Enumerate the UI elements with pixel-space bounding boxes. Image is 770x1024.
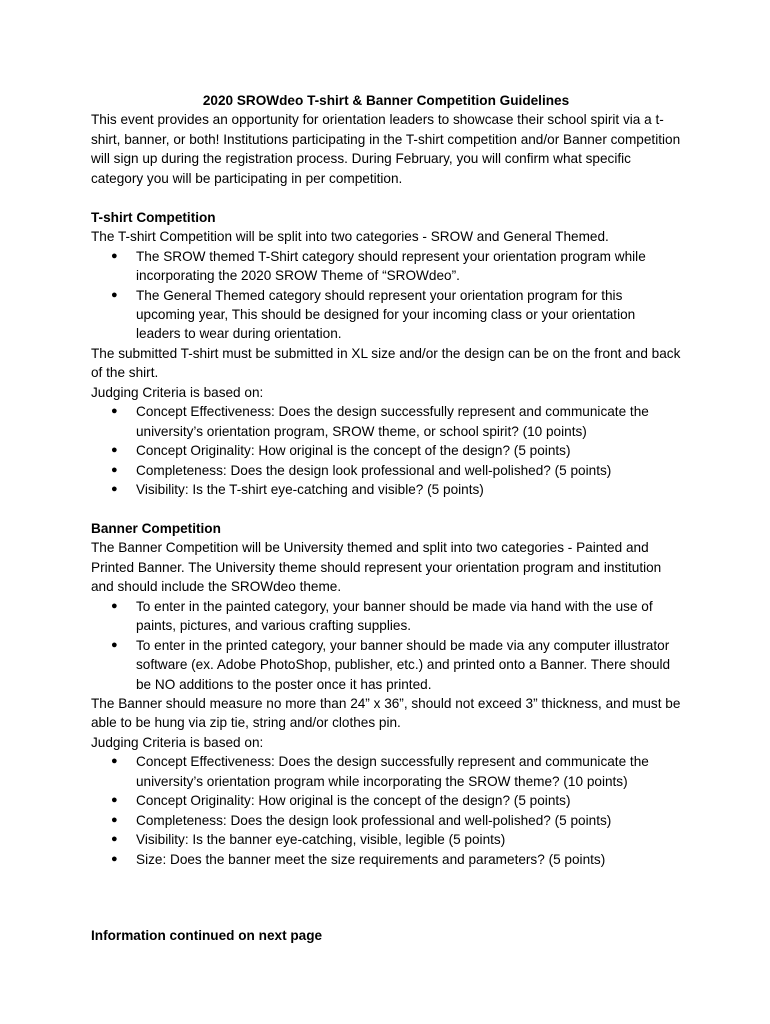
- tshirt-submission: The submitted T-shirt must be submitted in XL size and/or the design can be on the front and back of the shirt.: [91, 345, 681, 381]
- banner-size-rules: The Banner should measure no more than 24” x 36”, should not exceed 3” thickness, and must be able to be hung via zip tie, string and/or clothes pin.: [91, 696, 681, 731]
- tshirt-criteria-list: [91, 402, 681, 499]
- document-title: 2020 SROWdeo T-shirt & Banner Competition Guidelines: [202, 93, 570, 108]
- spacer: [91, 500, 681, 519]
- bullet-icon: ●: [111, 638, 118, 651]
- list-item: ● Size: Does the banner meet the size requirements and parameters? (5 points): [91, 850, 681, 869]
- list-item: ● Visibility: Is the T-shirt eye-catching and visible? (5 points): [91, 480, 681, 499]
- bullet-icon: ●: [111, 483, 118, 496]
- tshirt-category-list: [91, 247, 681, 344]
- banner-heading: Banner Competition: [91, 520, 221, 536]
- list-item: ● To enter in the printed category, your banner should be made via any computer illustrator software (ex. Adobe PhotoShop, publisher, etc.) and printed onto a Banner. There should be NO additions to the poster once it has printed.: [111, 637, 671, 692]
- list-item: ● Visibility: Is the banner eye-catching, visible, legible (5 points): [91, 830, 681, 849]
- bullet-icon: ●: [111, 852, 118, 865]
- list-item: ● Completeness: Does the design look professional and well-polished? (5 points): [91, 461, 681, 480]
- bullet-icon: ●: [111, 813, 118, 826]
- bullet-icon: ●: [111, 833, 118, 846]
- tshirt-intro: The T-shirt Competition will be split into two categories - SROW and General Themed.: [91, 229, 609, 245]
- banner-criteria-list: [91, 752, 681, 869]
- tshirt-heading: T-shirt Competition: [91, 209, 216, 225]
- continued-note: Information continued on next page: [91, 928, 323, 943]
- tshirt-judging-label: Judging Criteria is based on:: [91, 384, 264, 400]
- bullet-icon: ●: [111, 288, 118, 301]
- list-item: ● The SROW themed T-Shirt category should represent your orientation program while incorporating the 2020 SROW Theme of “SROWdeo”.: [111, 248, 646, 284]
- bullet-icon: ●: [111, 444, 118, 457]
- banner-judging-label: Judging Criteria is based on:: [91, 734, 264, 750]
- bullet-icon: ●: [111, 463, 118, 476]
- list-item: ● Concept Originality: How original is the concept of the design? (5 points): [91, 791, 681, 810]
- tshirt-section: [91, 208, 681, 500]
- banner-section: [91, 519, 681, 869]
- bullet-icon: ●: [111, 599, 118, 612]
- document-page: [91, 91, 681, 869]
- bullet-icon: ●: [111, 794, 118, 807]
- bullet-icon: ●: [111, 249, 118, 262]
- list-item: ● Concept Effectiveness: Does the design successfully represent and communicate the university’s orientation program, SROW theme, or school spirit? (10 points): [111, 404, 649, 439]
- list-item: ● Concept Originality: How original is the concept of the design? (5 points): [91, 441, 681, 460]
- bullet-icon: ●: [111, 405, 118, 418]
- banner-category-list: [91, 597, 681, 694]
- list-item: ● To enter in the painted category, your banner should be made via hand with the use of paints, pictures, and various crafting supplies.: [111, 598, 653, 634]
- list-item: ● The General Themed category should represent your orientation program for this upcoming year, This should be designed for your incoming class or your orientation leaders to wear during orientation.: [111, 287, 636, 342]
- bullet-icon: ●: [111, 755, 118, 768]
- list-item: ● Concept Effectiveness: Does the design successfully represent and communicate the university’s orientation program while incorporating the SROW theme? (10 points): [111, 754, 649, 789]
- list-item: ● Completeness: Does the design look professional and well-polished? (5 points): [91, 811, 681, 830]
- banner-intro: The Banner Competition will be University themed and split into two categories - Painted and Printed Banner. The University theme should represent your orientation program and institution and should include the SROWdeo theme.: [91, 540, 662, 595]
- spacer: [91, 188, 681, 207]
- intro-paragraph: This event provides an opportunity for orientation leaders to showcase their school spirit via a t-shirt, banner, or both! Institutions participating in the T-shirt competition and/or Banner competition will sign up during the registration process. During February, you will confirm what specific category you will be participating in per competition.: [91, 112, 681, 186]
